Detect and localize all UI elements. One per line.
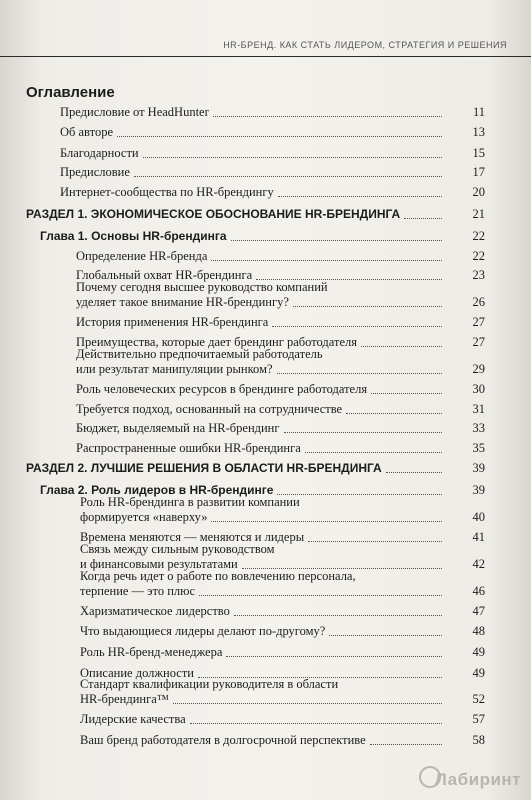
toc-entry[interactable] bbox=[60, 185, 485, 200]
toc-entry-label: Распространенные ошибки HR-брендинга bbox=[76, 441, 301, 455]
dot-leader bbox=[173, 703, 442, 704]
toc-entry-page: 48 bbox=[472, 624, 485, 638]
toc-entry-label: уделяет такое внимание HR-брендингу? bbox=[76, 295, 289, 309]
toc-entry-page: 57 bbox=[472, 712, 485, 726]
toc-entry-page: 13 bbox=[472, 125, 485, 139]
running-header bbox=[0, 34, 531, 57]
toc-entry-label: Лидерские качества bbox=[80, 712, 186, 726]
toc-entry-page: 40 bbox=[472, 510, 485, 524]
toc-entry-label: терпение — это плюс bbox=[80, 584, 196, 598]
toc-entry-label: или результат манипуляции рынком? bbox=[76, 362, 273, 376]
dot-leader bbox=[278, 196, 442, 197]
toc-entry-page: 39 bbox=[472, 483, 485, 497]
toc-entry-label: Что выдающиеся лидеры делают по-другому? bbox=[80, 624, 326, 638]
dot-leader bbox=[143, 157, 442, 158]
toc-entry-label: Ваш бренд работодателя в долгосрочной перспективе bbox=[80, 733, 366, 747]
toc-entry-label: формируется «наверху» bbox=[80, 510, 208, 524]
toc-entry-page: 22 bbox=[472, 229, 485, 243]
toc-entry-label: Благодарности bbox=[60, 146, 139, 160]
toc-entry-label: Определение HR-бренда bbox=[76, 249, 208, 263]
dot-leader bbox=[404, 218, 442, 219]
toc-entry-label: Харизматическое лидерство bbox=[80, 604, 230, 618]
toc-entry-page: 52 bbox=[472, 692, 485, 706]
toc-entry[interactable] bbox=[80, 645, 485, 660]
dot-leader bbox=[329, 635, 442, 636]
toc-entry-label: Роль HR-бренд-менеджера bbox=[80, 645, 223, 659]
toc-entry[interactable] bbox=[76, 441, 485, 456]
toc-entry-label: Описание должности bbox=[80, 666, 194, 680]
toc-entry-line1: Когда речь идет о работе по вовлечению персонала, bbox=[80, 569, 356, 583]
toc-entry[interactable] bbox=[60, 125, 485, 140]
toc-entry-page: 58 bbox=[472, 733, 485, 747]
dot-leader bbox=[226, 656, 442, 657]
toc-entry[interactable] bbox=[26, 207, 485, 222]
toc-entry-page: 20 bbox=[472, 185, 485, 199]
toc-entry-page: 30 bbox=[472, 382, 485, 396]
dot-leader bbox=[234, 615, 442, 616]
toc-entry[interactable] bbox=[76, 295, 485, 310]
toc-entry-page: 47 bbox=[472, 604, 485, 618]
toc-entry-label: Бюджет, выделяемый на HR-брендинг bbox=[76, 421, 280, 435]
toc-entry-line1: Роль HR-брендинга в развитии компании bbox=[80, 495, 300, 509]
toc-entry-label: Интернет-сообщества по HR-брендингу bbox=[60, 185, 274, 199]
toc-entry-page: 29 bbox=[472, 362, 485, 376]
dot-leader bbox=[277, 494, 442, 495]
dot-leader bbox=[190, 723, 442, 724]
dot-leader bbox=[346, 413, 442, 414]
toc-entry-page: 39 bbox=[472, 461, 485, 475]
toc-entry[interactable] bbox=[60, 146, 485, 161]
dot-leader bbox=[199, 595, 442, 596]
toc-entry[interactable] bbox=[60, 165, 485, 180]
toc-entry[interactable] bbox=[26, 461, 485, 476]
watermark-logo: Лабиринт bbox=[434, 770, 521, 789]
toc-entry-label: Требуется подход, основанный на сотрудничестве bbox=[76, 402, 343, 416]
toc-entry-label: РАЗДЕЛ 1. ЭКОНОМИЧЕСКОЕ ОБОСНОВАНИЕ HR-БРЕНДИНГА bbox=[26, 207, 401, 221]
toc-entry-page: 26 bbox=[472, 295, 485, 309]
toc-entry-page: 49 bbox=[472, 666, 485, 680]
toc-entry-page: 31 bbox=[472, 402, 485, 416]
toc-entry-label: Преимущества, которые дает брендинг работодателя bbox=[76, 335, 357, 349]
dot-leader bbox=[134, 176, 442, 177]
toc-entry[interactable] bbox=[76, 362, 485, 377]
toc-entry[interactable] bbox=[80, 510, 485, 525]
toc-entry[interactable] bbox=[40, 229, 485, 244]
toc-entry-page: 11 bbox=[472, 105, 485, 119]
toc-entry-page: 49 bbox=[472, 645, 485, 659]
toc-entry-label: Глава 1. Основы HR-брендинга bbox=[40, 229, 227, 243]
dot-leader bbox=[231, 240, 442, 241]
dot-leader bbox=[117, 136, 442, 137]
toc-entry-label: и финансовыми результатами bbox=[80, 557, 238, 571]
toc-entry-page: 33 bbox=[472, 421, 485, 435]
toc-entry-label: Глава 2. Роль лидеров в HR-брендинге bbox=[40, 483, 274, 497]
dot-leader bbox=[370, 744, 442, 745]
dot-leader bbox=[361, 346, 442, 347]
dot-leader bbox=[293, 306, 442, 307]
toc-entry-page: 15 bbox=[472, 146, 485, 160]
toc-title: Оглавление bbox=[26, 84, 115, 101]
toc-entry-page: 42 bbox=[472, 557, 485, 571]
toc-entry-label: История применения HR-брендинга bbox=[76, 315, 269, 329]
toc-entry-page: 23 bbox=[472, 268, 485, 282]
toc-entry-label: Предисловие bbox=[60, 165, 130, 179]
toc-entry-line1: Почему сегодня высшее руководство компаний bbox=[76, 280, 328, 294]
toc-entry[interactable] bbox=[80, 584, 485, 599]
toc-entry-label: Об авторе bbox=[60, 125, 113, 139]
toc-entry-label: HR-брендинга™ bbox=[80, 692, 170, 706]
dot-leader bbox=[272, 326, 442, 327]
toc-entry[interactable] bbox=[76, 382, 485, 397]
toc-entry-label: Роль человеческих ресурсов в брендинге работодателя bbox=[76, 382, 368, 396]
toc-entry-page: 46 bbox=[472, 584, 485, 598]
dot-leader bbox=[371, 393, 442, 394]
toc-entry-page: 21 bbox=[472, 207, 485, 221]
toc-entry-page: 27 bbox=[472, 335, 485, 349]
toc-entry[interactable] bbox=[80, 604, 485, 619]
toc-entry-line1: Связь между сильным руководством bbox=[80, 542, 275, 556]
toc-entry-page: 17 bbox=[472, 165, 485, 179]
toc-entry-line1: Стандарт квалификации руководителя в области bbox=[80, 677, 339, 691]
dot-leader bbox=[386, 472, 442, 473]
toc-entry-label: Глобальный охват HR-брендинга bbox=[76, 268, 253, 282]
toc-entry[interactable] bbox=[80, 712, 485, 727]
toc-entry[interactable] bbox=[80, 624, 485, 639]
dot-leader bbox=[308, 541, 442, 542]
dot-leader bbox=[213, 116, 442, 117]
dot-leader bbox=[284, 432, 442, 433]
toc-entry[interactable] bbox=[76, 421, 485, 436]
toc-entry[interactable] bbox=[80, 733, 485, 748]
toc-entry-label: Предисловие от HeadHunter bbox=[60, 105, 209, 119]
toc-entry-page: 41 bbox=[472, 530, 485, 544]
toc-entry[interactable] bbox=[76, 402, 485, 417]
dot-leader bbox=[305, 452, 442, 453]
toc-entry[interactable] bbox=[76, 249, 485, 264]
toc-entry[interactable] bbox=[60, 105, 485, 120]
toc-entry[interactable] bbox=[80, 692, 485, 707]
toc-entry-page: 35 bbox=[472, 441, 485, 455]
toc-entry-label: РАЗДЕЛ 2. ЛУЧШИЕ РЕШЕНИЯ В ОБЛАСТИ HR-БРЕНДИНГА bbox=[26, 461, 382, 475]
running-header-text: HR-БРЕНД. КАК СТАТЬ ЛИДЕРОМ, СТРАТЕГИЯ И РЕШЕНИЯ bbox=[223, 40, 507, 50]
toc-entry-line1: Действительно предпочитаемый работодатель bbox=[76, 347, 323, 361]
toc-entry-label: Времена меняются — меняются и лидеры bbox=[80, 530, 305, 544]
dot-leader bbox=[277, 373, 442, 374]
toc-entry[interactable] bbox=[76, 315, 485, 330]
toc-entry-page: 27 bbox=[472, 315, 485, 329]
dot-leader bbox=[211, 260, 442, 261]
dot-leader bbox=[211, 521, 442, 522]
toc-entry-page: 22 bbox=[472, 249, 485, 263]
